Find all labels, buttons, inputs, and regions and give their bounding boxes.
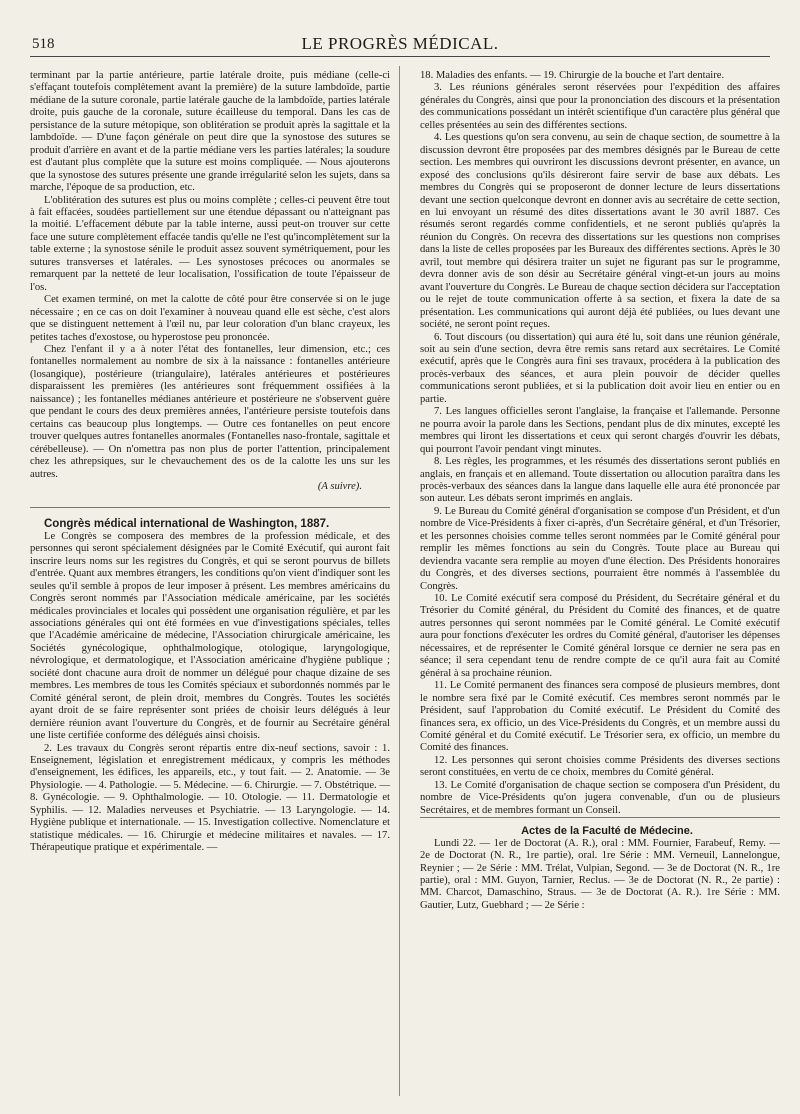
faculty-acts-title: Actes de la Faculté de Médecine. — [420, 817, 780, 837]
right-paragraph-7: 9. Le Bureau du Comité général d'organisation se compose d'un Président, et d'un nombre de Vice-Présidents à fixer ci-après, d'un Secrétaire général, et d'un Trésorier, et les personnes choisies comme telles seront nommées par le Comité général pour remplir les mêmes fonctions au sein du Congrès. Toute place au Bureau qui deviendra vacante sera remplie au moyen d'une élection. Des Présidents honoraires du Congrès, et des diverses sections, pourraient être nommés à l'assemblée du Congrès. — [420, 505, 780, 592]
article-title: Congrès médical international de Washington, 1887. — [30, 507, 390, 530]
right-column — [420, 70, 780, 912]
right-paragraph-8: 10. Le Comité exécutif sera composé du Président, du Secrétaire général et du Trésorier du Comité général, du Président du Comité des finances, et de quatre autres personnes qui seront nommées par le Comité général. Le Comité exécutif aura pour fonctions d'exécuter les ordres du Comité général, d'autoriser les dépenses nécessaires, et de représenter le Comité général lorsque ce dernier ne sera pas en séance; il sera cependant tenu de rendre compte de ce qu'il aura fait au Comité général à sa prochaine réunion. — [420, 593, 780, 679]
page-header — [30, 30, 770, 57]
right-paragraph-5: 7. Les langues officielles seront l'anglaise, la française et l'allemande. Personne ne pourra avoir la parole dans les Sections, pendant plus de dix minutes, excepté les membres qui liront les dissertations et ceux qui seront chargés d'ouvrir les débats, qui pourront l'avoir pendant vingt minutes. — [420, 406, 780, 455]
right-paragraph-9: 11. Le Comité permanent des finances sera composé de plusieurs membres, dont le nombre sera fixé par le Comité exécutif. Ces membres seront nommés par le Président, sauf l'approbation du Comité exécutif. Le Président du Comité des finances sera, ex officio, un des Vice-Présidents du Congrès, et un membre aussi du Comité général et du Comité exécutif. Le Trésorier sera, ex officio, un membre du Comité des finances. — [420, 680, 780, 754]
left-paragraph-4: Chez l'enfant il y a à noter l'état des fontanelles, leur dimension, etc.; ces fontanelles normalement au nombre de six à la naissance : fontanelles antérieure (losangique), postérieure (triangulaire), latérales antérieures et postérieures disparaissent les premières (les antérieures sont fréquemment ossifiées à la naissance) ; les fontanelles médianes antérieure et postérieure ne s'observent guère que pendant le cours des deux premières années, l'antérieure persiste toutefois dans certains cas beaucoup plus longtemps. — Outre ces fontanelles on peut encore trouver quelques autres fontanelles anormales (Fontanelles naso-frontale, sagittale et cérébelleuse). — On n'omettra pas non plus de porter l'attention, principalement chez les athrepsiques, sur le chevauchement des os de la calotte les uns sur les autres. — [30, 343, 390, 480]
left-paragraph-5: Le Congrès se composera des membres de la profession médicale, et des personnes qui seront spécialement désignées par le Comité Exécutif, qui auront fait inscrire leurs noms sur les registres du Congrès, et qui se seront pourvus de billets d'entrée. Quant aux membres étrangers, les conditions qu'on vient d'indiquer sont les seules qu'il semble à propos de leur imposer à présent. Les membres américains du Congrès seront nommés par l'Association médicale américaine, par les sociétés médicales provinciales et locales qui possèdent une organisation régulière, et par les associations générales qui ont été formées en vue d'investigations spéciales, telles que l'Académie américaine de médecine, l'Association chirurgicale américaine, les Sociétés gynécologique, ophthalmologique, otologique, laryngologique, névrologique, et dermatologique, et l'Association américaine d'hygiène publique ; société dont chacune aura droit de nommer un délégué pour chaque dizaine de ses membres. Les membres de tous les Comités spéciaux et subordonnés nommés par le Comité général seront, de plein droit, membres du Congrès. Toutes les sociétés ayant droit de se faire représenter sont priées de choisir leurs délégués à leur dernière réunion avant l'ouverture du Congrès, et de fournir au Secrétaire général une liste certifiée conforme des délégués ainsi choisis. — [30, 530, 390, 742]
right-paragraph-11: 13. Le Comité d'organisation de chaque section se composera d'un Président, du nombre de Vice-Présidents qu'on jugera convenable, d'un ou de plusieurs Secrétaires, et de membres formant un Conseil. — [420, 779, 780, 816]
right-paragraph-6: 8. Les règles, les programmes, et les résumés des dissertations seront publiés en anglais, en français et en allemand. Toute dissertation ou allocution paraîtra dans les procès-verbaux des séances dans la langue dans laquelle elle aura été prononcée par son auteur. Les débats seront imprimés en anglais. — [420, 456, 780, 505]
running-head: LE PROGRÈS MÉDICAL. — [301, 34, 499, 53]
column-divider — [399, 66, 400, 1096]
left-paragraph-6: 2. Les travaux du Congrès seront répartis entre dix-neuf sections, savoir : 1. Enseignement, législation et enregistrement médicaux, y compris les méthodes d'enseignement, les édifices, les appareils, etc., y tout fait. — 2. Anatomie. — 3e Physiologie. — 4. Pathologie. — 5. Médecine. — 6. Chirurgie. — 7. Obstétrique. — 8. Gynécologie. — 9. Ophthalmologie. — 10. Otologie. — 11. Dermatologie et Syphilis. — 12. Maladies nerveuses et Psychiatrie. — 13 Laryngologie. — 14. Hygiène publique et internationale. — 15. Investigation collective. Nomenclature et statistique médicales. — 16. Chirurgie et médecine militaires et navales. — 17. Thérapeutique pratique et expérimentale. — — [30, 742, 390, 854]
right-paragraph-2: 3. Les réunions générales seront réservées pour l'expédition des affaires générales du Congrès, ainsi que pour la prononciation des discours et la présentation des communications possédant un intérêt scientifique d'un caractère plus général que celles présentées au sein des différentes sections. — [420, 82, 780, 131]
right-paragraph-12: Lundi 22. — 1er de Doctorat (A. R.), oral : MM. Fournier, Farabeuf, Remy. — 2e de Doctorat (N. R., 1re partie), oral. 1re Série : MM. Verneuil, Lannelongue, Reynier ; — 2e Série : MM. Trélat, Vulpian, Segond. — 3e de Doctorat (N. R., 1re partie), oral : MM. Guyon, Tarnier, Reclus. — 3e de Doctorat (N. R., 2e partie) : MM. Charcot, Damaschino, Straus. — 3e de Doctorat (A. R.). 1re Série : MM. Gautier, Lutz, Guebhard ; — 2e Série : — [420, 837, 780, 911]
to-be-continued-note: (A suivre). — [317, 480, 362, 492]
right-paragraph-3: 4. Les questions qu'on sera convenu, au sein de chaque section, de soumettre à la discussion devront être proposées par des membres désignés par le Bureau de cette section. Les membres qui ouvriront les discussions devront présenter, en avance, un exposé des conclusions qu'ils désireront faire servir de base aux débats. Les membres du Congrès qui se proposeront de donner lecture de leurs dissertations devant une section quelconque devront en donner avis au secrétaire de cette section, en lui envoyant un résumé des dites dissertations avant le 30 avril 1887. Ces résumés seront regardés comme confidentiels, et ne seront publiés qu'après la réunion du Congrès. On recevra des dissertations sur les questions non comprises dans la liste de celles proposées par les Bureaux des différentes sections. Après le 30 avril, tout membre qui désirera traiter un sujet ne figurant pas sur le programme, devra donner avis de son désir au Secrétaire général vingt-et-un jours au moins avant l'ouverture du Congrès. Le Bureau de chaque section décidera sur l'acceptation ou le rejet de toute communication offerte à sa section, et fixera la date de sa présentation. Les communications qui auront déjà été publiées, ou lues devant une société, ne seront point reçues. — [420, 132, 780, 331]
right-paragraph-10: 12. Les personnes qui seront choisies comme Présidents des diverses sections seront constituées, en vertu de ce choix, membres du Comité général. — [420, 754, 780, 779]
left-paragraph-3: Cet examen terminé, on met la calotte de côté pour être conservée si on le juge nécessaire ; en ce cas on doit l'examiner à nouveau quand elle est sèche, c'est alors que se distinguent nettement à l'œil nu, par leur coloration d'un blanc crayeux, les petites taches d'exostose, ou hyperostose peu prononcée. — [30, 294, 390, 343]
right-paragraph-4: 6. Tout discours (ou dissertation) qui aura été lu, soit dans une réunion générale, soit au sein d'une section, devra être remis sans retard aux secrétaires. Le Comité exécutif, après que le Congrès aura fini ses travaux, procédera à la publication des procès-verbaux des séances, et aura plein pouvoir de décider quelles communications seront publiées, et si la publication doit avoir lieu en entier ou en partie. — [420, 331, 780, 405]
left-paragraph-1: terminant par la partie antérieure, partie latérale droite, puis médiane (celle-ci s'effaçant toutefois complètement avant la première) de la suture lambdoïde, partie médiane de la suture coronale, partie latérale gauche de la lambdoïde, parties latérale droite, puis gauche de la coronale, suture écailleuse du temporal. Dans les cas de persistance de la suture métopique, son oblitération se produit après la sagittale et la lambdoïde. — D'une façon générale on peut dire que la synostose des sutures se produit d'arrière en avant et de la partie médiane vers les parties latérales; la soudure est d'autant plus complète que la suture est moins compliquée. — Nous ajouterons que la synostose des sutures présente une grande irrégularité selon les sujets, dans sa marche, l'époque de sa production, etc. — [30, 70, 391, 194]
page-number: 518 — [32, 36, 55, 52]
right-paragraph-1: 18. Maladies des enfants. — 19. Chirurgie de la bouche et l'art dentaire. — [420, 70, 725, 81]
left-column — [30, 70, 390, 855]
left-paragraph-2: L'oblitération des sutures est plus ou moins complète ; celles-ci peuvent être tout à fait effacées, soudées partiellement sur une étendue dépassant ou n'atteignant pas la moitié. L'effacement débute par la table interne, aussi peut-on trouver sur cette face une suture complètement effacée tandis qu'elle ne l'est qu'incomplètement sur la table externe ; la synostose sénile le produit assez souvent symétriquement, pour les sutures transverses et latérales. — Les synostoses précoces ou anormales se remarquent par la netteté de leur localisation, l'ossification de toute l'épaisseur de l'os. — [30, 194, 390, 293]
